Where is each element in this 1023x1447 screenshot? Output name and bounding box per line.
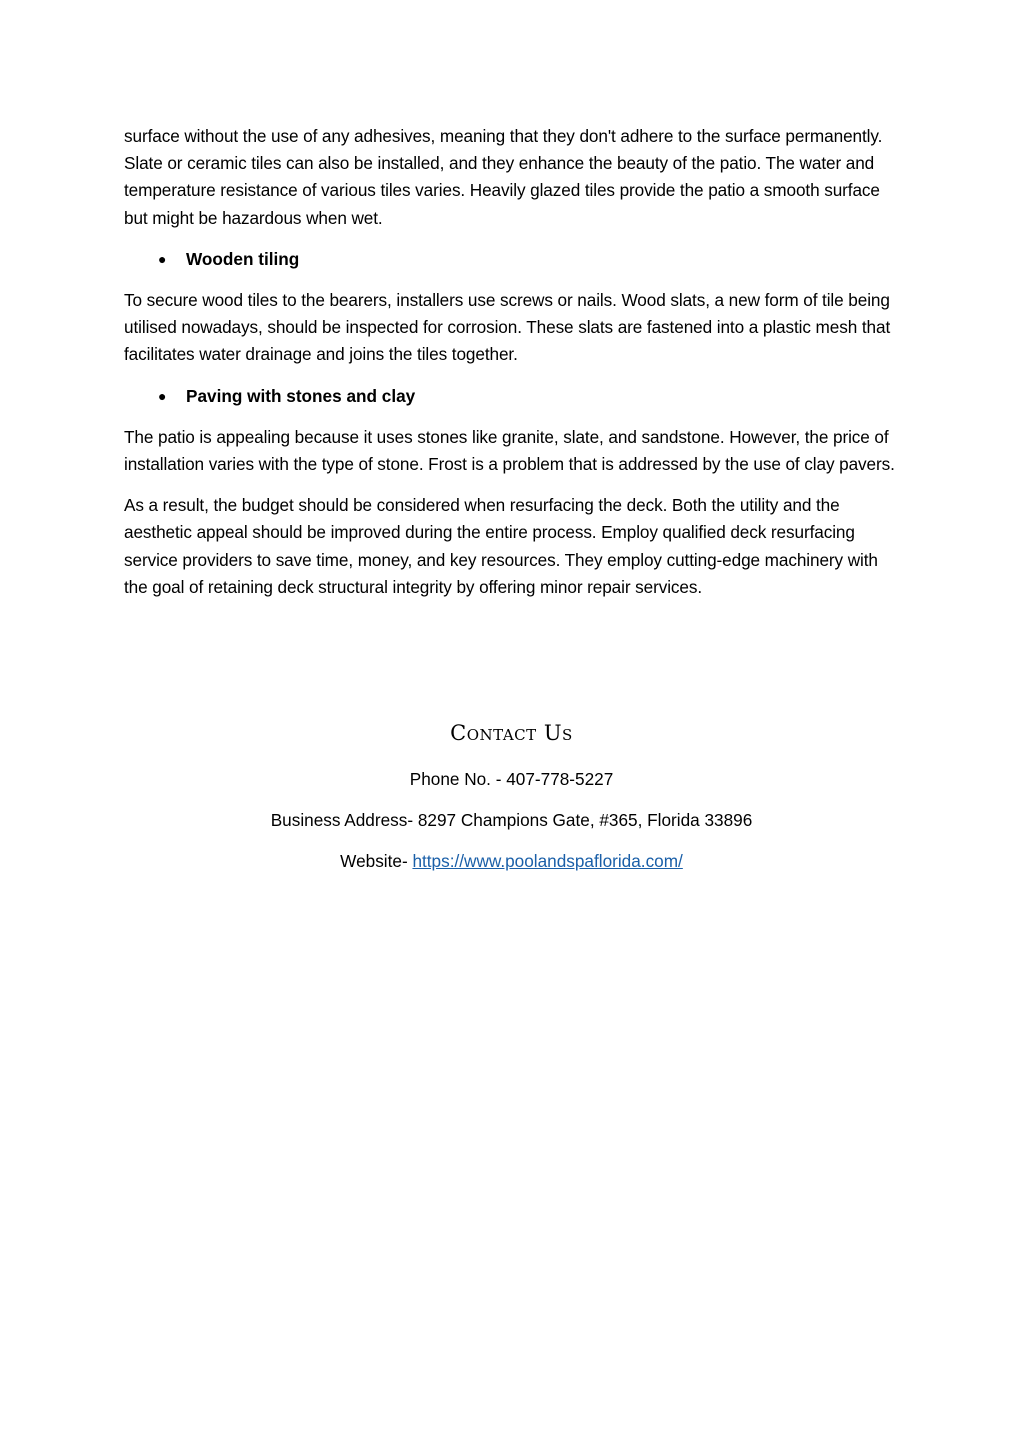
website-label: Website-: [340, 851, 413, 871]
bullet-paving-stones-clay: [124, 383, 906, 410]
paragraph-paving: The patio is appealing because it uses stones like granite, slate, and sandstone. However, the price of installation varies with the type of stone. Frost is a problem that is addressed by the use of clay pavers.: [124, 426, 895, 475]
paragraph-tile-surfaces: surface without the use of any adhesives, meaning that they don't adhere to the surface permanently. Slate or ceramic tiles can also be installed, and they enhance the beauty of the patio. The water and temperature resistance of various tiles varies. Heavily glazed tiles provide the patio a smooth surface but might be hazardous when wet.: [124, 126, 883, 228]
contact-phone: Phone No. - 407-778-5227: [409, 769, 614, 789]
bullet-label: Wooden tiling: [186, 248, 300, 269]
paragraph-conclusion: As a result, the budget should be considered when resurfacing the deck. Both the utility and the aesthetic appeal should be improved during the entire process. Employ qualified deck resurfacing service providers to save time, money, and key resources. They employ cutting-edge machinery with the goal of retaining deck structural integrity by offering minor repair services.: [124, 495, 878, 597]
paragraph-wooden-tiling: To secure wood tiles to the bearers, installers use screws or nails. Wood slats, a new form of tile being utilised nowadays, should be inspected for corrosion. These slats are fastened into a plastic mesh that facilitates water drainage and joins the tiles together.: [124, 290, 891, 365]
document-body: [124, 123, 906, 615]
bullet-label: Paving with stones and clay: [186, 385, 416, 406]
contact-address: Business Address- 8297 Champions Gate, #365, Florida 33896: [270, 810, 753, 830]
contact-heading: Contact Us: [450, 721, 573, 745]
bullet-icon: ●: [158, 250, 167, 267]
contact-website: [0, 848, 1023, 875]
bullet-wooden-tiling: [124, 246, 906, 273]
contact-section: [0, 718, 1023, 889]
website-link[interactable]: https://www.poolandspaflorida.com/: [412, 851, 683, 871]
bullet-icon: ●: [158, 387, 167, 404]
